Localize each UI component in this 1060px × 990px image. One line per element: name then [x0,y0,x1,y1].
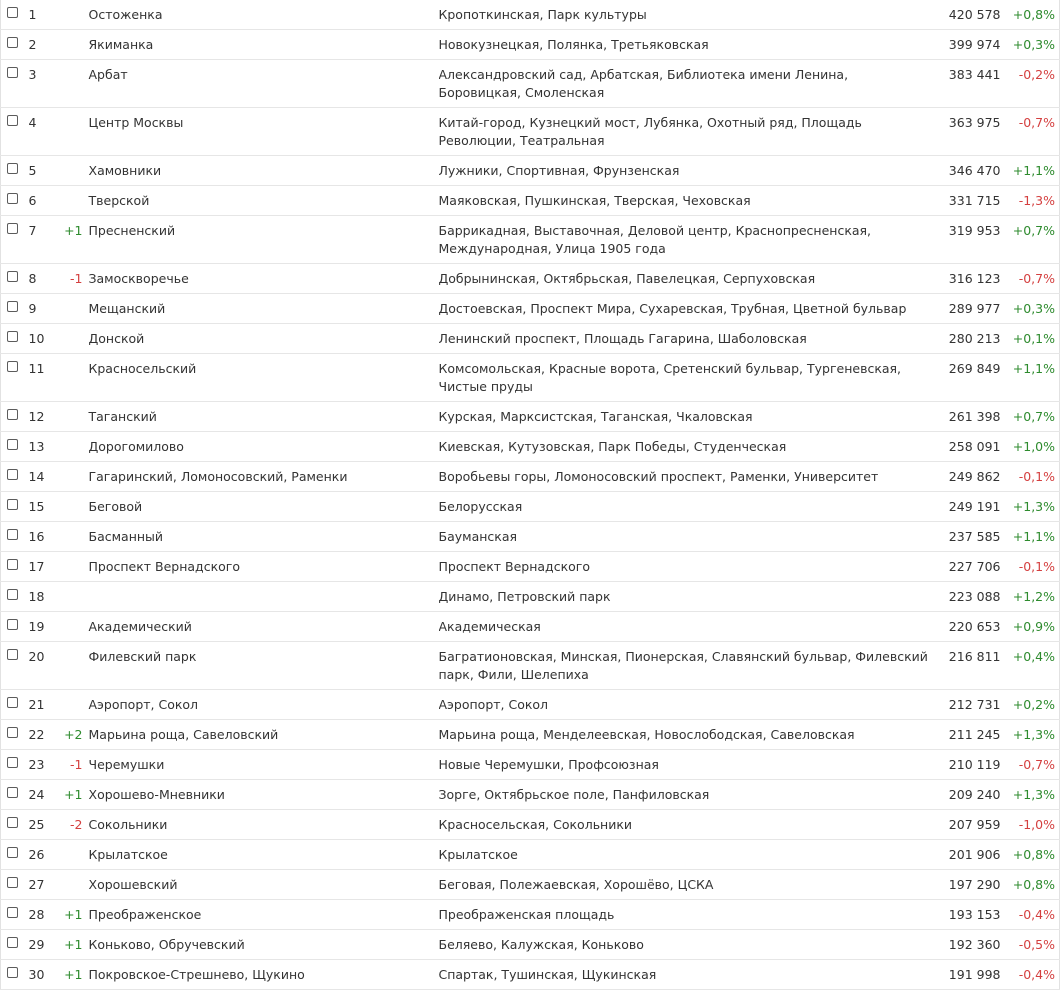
district-name [87,582,439,612]
metro-stations: Багратионовская, Минская, Пионерская, Славянский бульвар, Филевский парк, Фили, Шелепиха [439,642,943,690]
price-change: +0,4% [1003,642,1060,690]
price-per-sqm: 399 974 [943,30,1003,60]
metro-stations: Киевская, Кутузовская, Парк Победы, Студенческая [439,432,943,462]
district-name: Гагаринский, Ломоносовский, Раменки [87,462,439,492]
price-change: -0,7% [1003,750,1060,780]
table-row [1,960,1060,990]
rank-delta: +1 [57,216,87,264]
row-checkbox[interactable] [7,529,18,540]
table-row [1,354,1060,402]
table-row [1,522,1060,552]
price-change: -0,1% [1003,462,1060,492]
row-checkbox[interactable] [7,223,18,234]
row-select-cell [1,900,27,930]
metro-stations: Александровский сад, Арбатская, Библиотека имени Ленина, Боровицкая, Смоленская [439,60,943,108]
district-name: Тверской [87,186,439,216]
metro-stations: Курская, Марксистская, Таганская, Чкаловская [439,402,943,432]
price-per-sqm: 319 953 [943,216,1003,264]
row-select-cell [1,294,27,324]
metro-stations: Новые Черемушки, Профсоюзная [439,750,943,780]
table-row [1,750,1060,780]
district-name: Проспект Вернадского [87,552,439,582]
price-change: +1,1% [1003,354,1060,402]
rank-number: 9 [27,294,57,324]
row-checkbox[interactable] [7,757,18,768]
rank-number: 4 [27,108,57,156]
row-checkbox[interactable] [7,817,18,828]
table-row [1,810,1060,840]
district-name: Замоскворечье [87,264,439,294]
rank-number: 18 [27,582,57,612]
row-select-cell [1,690,27,720]
row-select-cell [1,780,27,810]
metro-stations: Динамо, Петровский парк [439,582,943,612]
rank-delta [57,0,87,30]
row-select-cell [1,612,27,642]
metro-stations: Беговая, Полежаевская, Хорошёво, ЦСКА [439,870,943,900]
price-change: +0,8% [1003,840,1060,870]
table-row [1,402,1060,432]
rank-delta [57,324,87,354]
metro-stations: Аэропорт, Сокол [439,690,943,720]
district-name: Хамовники [87,156,439,186]
rank-number: 23 [27,750,57,780]
district-name: Беговой [87,492,439,522]
row-select-cell [1,492,27,522]
price-per-sqm: 249 191 [943,492,1003,522]
row-select-cell [1,402,27,432]
price-change: +1,3% [1003,720,1060,750]
district-name: Аэропорт, Сокол [87,690,439,720]
metro-stations: Ленинский проспект, Площадь Гагарина, Шаболовская [439,324,943,354]
rank-number: 14 [27,462,57,492]
table-row [1,720,1060,750]
table-row [1,690,1060,720]
district-name: Марьина роща, Савеловский [87,720,439,750]
row-checkbox[interactable] [7,271,18,282]
row-select-cell [1,720,27,750]
table-row [1,930,1060,960]
rank-number: 5 [27,156,57,186]
metro-stations: Беляево, Калужская, Коньково [439,930,943,960]
table-row [1,642,1060,690]
row-checkbox[interactable] [7,163,18,174]
table-row [1,324,1060,354]
row-select-cell [1,750,27,780]
table-row [1,216,1060,264]
row-checkbox[interactable] [7,193,18,204]
price-change: +0,7% [1003,216,1060,264]
rank-delta [57,60,87,108]
table-row [1,492,1060,522]
row-select-cell [1,552,27,582]
table-body [1,0,1060,990]
rank-delta: -1 [57,264,87,294]
price-per-sqm: 209 240 [943,780,1003,810]
district-name: Коньково, Обручевский [87,930,439,960]
rank-number: 26 [27,840,57,870]
price-per-sqm: 212 731 [943,690,1003,720]
rank-delta [57,582,87,612]
table-row [1,780,1060,810]
row-select-cell [1,522,27,552]
price-change: -1,3% [1003,186,1060,216]
district-name: Мещанский [87,294,439,324]
price-per-sqm: 363 975 [943,108,1003,156]
row-checkbox[interactable] [7,409,18,420]
price-change: +0,9% [1003,612,1060,642]
price-change: +1,0% [1003,432,1060,462]
district-name: Покровское-Стрешнево, Щукино [87,960,439,990]
row-checkbox[interactable] [7,727,18,738]
rank-number: 8 [27,264,57,294]
price-per-sqm: 216 811 [943,642,1003,690]
price-per-sqm: 383 441 [943,60,1003,108]
metro-stations: Преображенская площадь [439,900,943,930]
rank-number: 24 [27,780,57,810]
rank-delta [57,294,87,324]
row-select-cell [1,930,27,960]
price-per-sqm: 210 119 [943,750,1003,780]
rank-number: 29 [27,930,57,960]
price-change: +0,8% [1003,0,1060,30]
row-select-cell [1,264,27,294]
table-row [1,60,1060,108]
metro-stations: Белорусская [439,492,943,522]
metro-stations: Маяковская, Пушкинская, Тверская, Чеховская [439,186,943,216]
price-per-sqm: 220 653 [943,612,1003,642]
price-change: +1,1% [1003,522,1060,552]
metro-stations: Кропоткинская, Парк культуры [439,0,943,30]
rank-number: 11 [27,354,57,402]
price-per-sqm: 192 360 [943,930,1003,960]
rank-number: 27 [27,870,57,900]
row-select-cell [1,0,27,30]
district-name: Донской [87,324,439,354]
row-checkbox[interactable] [7,787,18,798]
table-row [1,552,1060,582]
rank-delta [57,552,87,582]
rank-number: 21 [27,690,57,720]
rank-number: 1 [27,0,57,30]
price-change: -0,5% [1003,930,1060,960]
table-row [1,30,1060,60]
price-per-sqm: 420 578 [943,0,1003,30]
price-per-sqm: 211 245 [943,720,1003,750]
row-select-cell [1,582,27,612]
district-name: Пресненский [87,216,439,264]
price-change: +0,1% [1003,324,1060,354]
district-name: Дорогомилово [87,432,439,462]
rank-delta: +2 [57,720,87,750]
district-name: Черемушки [87,750,439,780]
price-change: +1,3% [1003,492,1060,522]
rank-number: 7 [27,216,57,264]
row-select-cell [1,60,27,108]
table-row [1,264,1060,294]
price-change: -0,4% [1003,960,1060,990]
row-checkbox[interactable] [7,67,18,78]
price-change: +0,3% [1003,294,1060,324]
row-checkbox[interactable] [7,37,18,48]
rank-number: 2 [27,30,57,60]
row-checkbox[interactable] [7,649,18,660]
table-row [1,840,1060,870]
table-row [1,462,1060,492]
row-select-cell [1,870,27,900]
row-checkbox[interactable] [7,331,18,342]
row-checkbox[interactable] [7,469,18,480]
price-change: +0,8% [1003,870,1060,900]
row-checkbox[interactable] [7,589,18,600]
rank-delta [57,402,87,432]
price-per-sqm: 223 088 [943,582,1003,612]
rank-number: 13 [27,432,57,462]
district-name: Басманный [87,522,439,552]
table-row [1,870,1060,900]
metro-stations: Баррикадная, Выставочная, Деловой центр, Краснопресненская, Международная, Улица 1905 года [439,216,943,264]
metro-stations: Академическая [439,612,943,642]
rank-delta [57,30,87,60]
row-select-cell [1,810,27,840]
row-select-cell [1,186,27,216]
price-change: -0,7% [1003,264,1060,294]
price-change: +1,2% [1003,582,1060,612]
row-checkbox[interactable] [7,697,18,708]
row-select-cell [1,324,27,354]
metro-stations: Красносельская, Сокольники [439,810,943,840]
district-name: Филевский парк [87,642,439,690]
metro-stations: Воробьевы горы, Ломоносовский проспект, Раменки, Университет [439,462,943,492]
table-row [1,186,1060,216]
price-change: -0,1% [1003,552,1060,582]
price-change: +1,1% [1003,156,1060,186]
price-change: +0,3% [1003,30,1060,60]
row-select-cell [1,840,27,870]
row-select-cell [1,216,27,264]
table-row [1,294,1060,324]
metro-stations: Проспект Вернадского [439,552,943,582]
price-per-sqm: 201 906 [943,840,1003,870]
metro-stations: Бауманская [439,522,943,552]
rank-delta [57,186,87,216]
district-name: Остоженка [87,0,439,30]
metro-stations: Марьина роща, Менделеевская, Новослободская, Савеловская [439,720,943,750]
price-per-sqm: 258 091 [943,432,1003,462]
rank-number: 15 [27,492,57,522]
row-checkbox[interactable] [7,847,18,858]
price-per-sqm: 207 959 [943,810,1003,840]
table-row [1,156,1060,186]
rank-delta: +1 [57,900,87,930]
price-per-sqm: 227 706 [943,552,1003,582]
rank-number: 22 [27,720,57,750]
price-change: -1,0% [1003,810,1060,840]
metro-stations: Лужники, Спортивная, Фрунзенская [439,156,943,186]
price-per-sqm: 346 470 [943,156,1003,186]
rank-delta [57,492,87,522]
table-row [1,108,1060,156]
rank-number: 19 [27,612,57,642]
row-select-cell [1,642,27,690]
rank-number: 30 [27,960,57,990]
table-row [1,432,1060,462]
row-checkbox[interactable] [7,439,18,450]
rank-number: 25 [27,810,57,840]
rank-delta [57,522,87,552]
row-select-cell [1,432,27,462]
price-change: -0,4% [1003,900,1060,930]
row-select-cell [1,462,27,492]
rank-delta [57,462,87,492]
district-name: Хорошево-Мневники [87,780,439,810]
price-per-sqm: 237 585 [943,522,1003,552]
district-name: Арбат [87,60,439,108]
rank-delta [57,642,87,690]
metro-stations: Комсомольская, Красные ворота, Сретенский бульвар, Тургеневская, Чистые пруды [439,354,943,402]
metro-stations: Крылатское [439,840,943,870]
rank-delta [57,870,87,900]
price-per-sqm: 316 123 [943,264,1003,294]
rank-delta: +1 [57,780,87,810]
row-checkbox[interactable] [7,115,18,126]
rank-number: 17 [27,552,57,582]
rank-delta [57,612,87,642]
table-row [1,0,1060,30]
price-change: +0,7% [1003,402,1060,432]
price-change: -0,7% [1003,108,1060,156]
metro-stations: Зорге, Октябрьское поле, Панфиловская [439,780,943,810]
row-checkbox[interactable] [7,499,18,510]
metro-stations: Достоевская, Проспект Мира, Сухаревская, Трубная, Цветной бульвар [439,294,943,324]
rank-number: 12 [27,402,57,432]
rank-delta [57,108,87,156]
rank-number: 6 [27,186,57,216]
row-checkbox[interactable] [7,907,18,918]
price-change: -0,2% [1003,60,1060,108]
row-checkbox[interactable] [7,559,18,570]
row-checkbox[interactable] [7,619,18,630]
price-per-sqm: 289 977 [943,294,1003,324]
metro-stations: Добрынинская, Октябрьская, Павелецкая, Серпуховская [439,264,943,294]
row-checkbox[interactable] [7,967,18,978]
district-name: Сокольники [87,810,439,840]
row-checkbox[interactable] [7,7,18,18]
rank-number: 10 [27,324,57,354]
table-row [1,900,1060,930]
price-per-sqm: 193 153 [943,900,1003,930]
rank-number: 16 [27,522,57,552]
price-per-sqm: 249 862 [943,462,1003,492]
row-checkbox[interactable] [7,877,18,888]
row-checkbox[interactable] [7,361,18,372]
district-name: Якиманка [87,30,439,60]
district-name: Таганский [87,402,439,432]
rank-number: 28 [27,900,57,930]
price-per-sqm: 280 213 [943,324,1003,354]
district-name: Красносельский [87,354,439,402]
metro-stations: Новокузнецкая, Полянка, Третьяковская [439,30,943,60]
district-name: Преображенское [87,900,439,930]
rank-number: 3 [27,60,57,108]
price-per-sqm: 197 290 [943,870,1003,900]
rank-delta [57,156,87,186]
table-row [1,582,1060,612]
row-checkbox[interactable] [7,937,18,948]
price-change: +1,3% [1003,780,1060,810]
rank-number: 20 [27,642,57,690]
rank-delta: +1 [57,960,87,990]
district-name: Крылатское [87,840,439,870]
price-change: +0,2% [1003,690,1060,720]
district-name: Хорошевский [87,870,439,900]
price-per-sqm: 261 398 [943,402,1003,432]
metro-stations: Китай-город, Кузнецкий мост, Лубянка, Охотный ряд, Площадь Революции, Театральная [439,108,943,156]
row-checkbox[interactable] [7,301,18,312]
rank-delta: +1 [57,930,87,960]
rank-delta [57,432,87,462]
district-name: Центр Москвы [87,108,439,156]
price-per-sqm: 191 998 [943,960,1003,990]
rank-delta: -2 [57,810,87,840]
price-per-sqm: 269 849 [943,354,1003,402]
rank-delta: -1 [57,750,87,780]
row-select-cell [1,156,27,186]
rank-delta [57,840,87,870]
row-select-cell [1,30,27,60]
price-per-sqm: 331 715 [943,186,1003,216]
row-select-cell [1,960,27,990]
district-name: Академический [87,612,439,642]
metro-stations: Спартак, Тушинская, Щукинская [439,960,943,990]
table-row [1,612,1060,642]
rank-delta [57,354,87,402]
row-select-cell [1,354,27,402]
row-select-cell [1,108,27,156]
rank-delta [57,690,87,720]
